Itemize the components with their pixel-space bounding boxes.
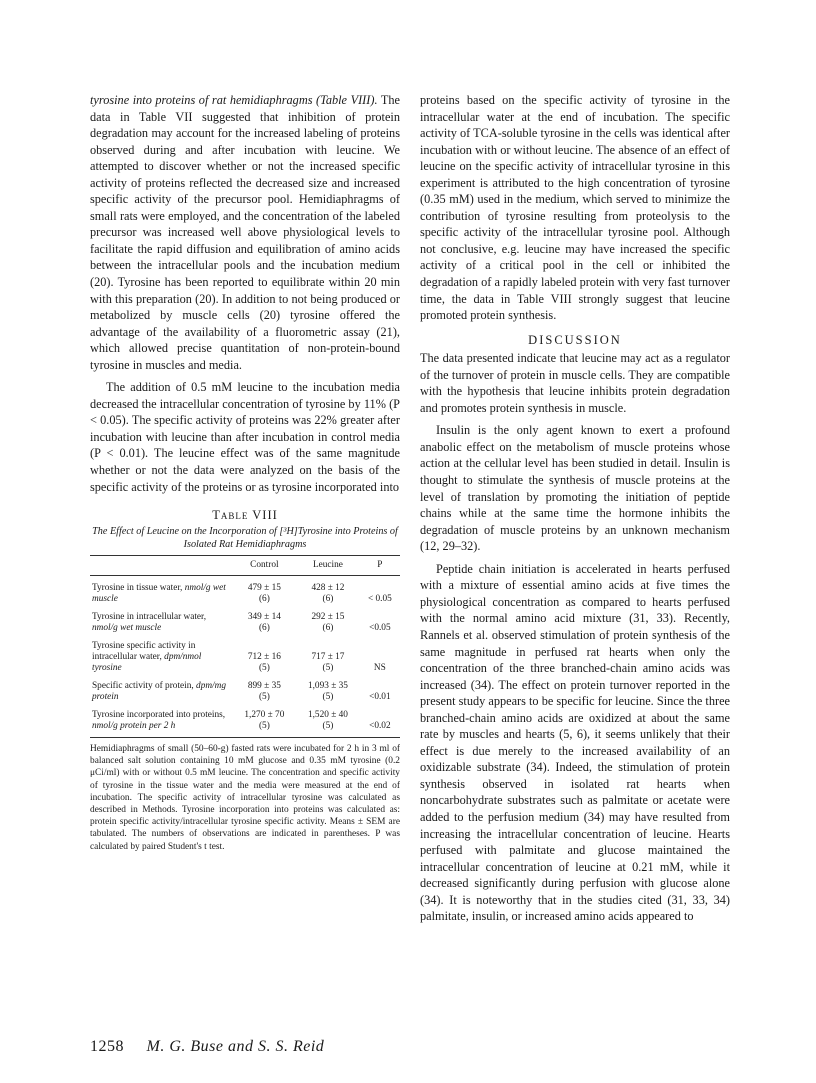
page-footer <box>90 1038 324 1056</box>
row-unit: dpm/nmol tyrosine <box>92 652 202 673</box>
table-footnote: Hemidiaphragms of small (50–60-g) fasted rats were incubated for 2 h in 3 ml of balanced salt solution containing 10 mM glucose and 0.35 mM tyrosine (0.2 μCi/ml) with or without 0.5 mM leucine. The concentration and specific activity of tyrosine in the tissue water and the media were measured at the end of incubation. The specific activity of intracellular tyrosine was calculated as described in Methods. Tyrosine incorporation into proteins was calculated as: protein specific activity/intracellular tyrosine specific activity. Means ± SEM are tabulated. The numbers of observations are indicated in parentheses. P was calculated by paired Student's t test. <box>90 744 400 852</box>
paragraph: Peptide chain initiation is accelerated in hearts perfused with a mixture of essential amino acids at five times the physiological concentration as compared to hearts perfused with the normal amino acid mixture (31, 33). Recently, Rannels et al. observed stimulation of protein synthesis of the same magnitude in perfused rat hearts when only the concentration of the three branched-chain amino acids was increased (34). The effect on protein turnover reported in the present study appears to be specific for leucine. Since the three branched-chain amino acids are oxidized at about the same rate by muscles and hearts (5, 6), it seems unlikely that their effect is due merely to the increased availability of an oxidizable substrate (34). Indeed, the stimulation of protein synthesis observed in isolated rat hearts when noncarbohydrate substrates such as palmitate or acetate were added to the perfusion medium (34) may have resulted from increasing the intracellular concentration of leucine. Hearts perfused with palmitate and glucose maintained the intracellular concentration of leucine at 0.21 mM, while it decreased significantly during perfusion with glucose alone (34). It is noteworthy that in the studies cited (31, 33, 34) palmitate, insulin, or increased amino acids appeared to <box>420 561 730 924</box>
value: 479 ± 15 <box>247 583 281 593</box>
row-label <box>90 576 233 606</box>
leucine-cell <box>296 634 360 674</box>
count: (6) <box>322 623 334 633</box>
row-label-text: Specific activity of protein, <box>92 681 194 691</box>
row-label-text: Tyrosine in tissue water, <box>92 583 183 593</box>
table-viii <box>90 508 400 853</box>
value: 292 ± 15 <box>311 612 345 622</box>
row-unit: nmol/g protein per 2 h <box>92 721 176 731</box>
row-label-text: Tyrosine specific activity in intracellular water, <box>92 641 196 662</box>
table-row <box>90 634 400 674</box>
italic-lead: tyrosine into proteins of rat hemidiaphragms (Table VIII). <box>90 93 378 107</box>
column-header: P <box>360 556 400 576</box>
value: 1,520 ± 40 <box>307 710 348 720</box>
leucine-cell <box>296 605 360 634</box>
paragraph <box>90 92 400 373</box>
count: (5) <box>258 721 270 731</box>
table-row <box>90 674 400 703</box>
data-table <box>90 555 400 738</box>
running-authors: M. G. Buse and S. S. Reid <box>146 1038 325 1055</box>
value: 712 ± 16 <box>247 652 281 662</box>
section-heading: DISCUSSION <box>528 332 622 347</box>
column-header <box>90 556 233 576</box>
paragraph: The addition of 0.5 mM leucine to the incubation media decreased the intracellular concentration of tyrosine by 11% (P < 0.05). The specific activity of proteins was 22% greater after incubation with leucine than after incubation in control media (P < 0.01). The leucine effect was of the same magnitude whether or not the data were analyzed on the basis of the specific activity of the proteins or as tyrosine incorporated into <box>90 380 400 494</box>
column-header: Leucine <box>296 556 360 576</box>
row-label-text: Tyrosine in intracellular water, <box>92 612 207 622</box>
row-label <box>90 703 233 738</box>
value: 1,093 ± 35 <box>307 681 348 691</box>
paragraph: The data presented indicate that leucine may act as a regulator of the turnover of protein in muscle cells. They are compatible with the hypothesis that leucine inhibits protein degradation and promotes protein synthesis in muscle. <box>420 351 730 415</box>
row-label-text: Tyrosine incorporated into proteins, <box>92 710 226 720</box>
value: 899 ± 35 <box>247 681 281 691</box>
column-header: Control <box>233 556 297 576</box>
value: 717 ± 17 <box>311 652 345 662</box>
count: (5) <box>258 663 270 673</box>
p-cell: < 0.05 <box>367 594 392 604</box>
value: 349 ± 14 <box>247 612 281 622</box>
value: 428 ± 12 <box>311 583 345 593</box>
control-cell <box>233 634 297 674</box>
table-row <box>90 576 400 606</box>
row-label <box>90 674 233 703</box>
count: (6) <box>322 594 334 604</box>
row-unit: dpm/mg protein <box>92 681 227 702</box>
row-unit: nmol/g wet muscle <box>92 583 226 604</box>
p-cell: NS <box>373 663 386 673</box>
p-cell: <0.02 <box>360 703 400 738</box>
table-row <box>90 703 400 738</box>
control-cell <box>233 576 297 606</box>
p-cell: <0.01 <box>369 692 391 702</box>
row-label <box>90 634 233 674</box>
leucine-cell <box>296 576 360 606</box>
count: (6) <box>258 623 270 633</box>
table-caption: The Effect of Leucine on the Incorporation of [³H]Tyrosine into Proteins of Isolated Rat Hemidiaphragms <box>92 526 398 550</box>
left-column <box>90 92 400 495</box>
count: (5) <box>322 663 334 673</box>
table-label: Table VIII <box>212 508 278 522</box>
right-column <box>420 92 730 925</box>
leucine-cell <box>296 674 360 703</box>
paragraph-text: The data in Table VII suggested that inhibition of protein degradation may account for the increased labeling of proteins observed during and after incubation with leucine. We attempted to discover whether or not the increased specific activity of proteins reflected the decreased size and increased specific activity of the precursor pool. Hemidiaphragms of small rats were employed, and the concentration of the labeled precursor was increased well above physiological levels to facilitate the rapid diffusion and equilibration of amino acids between the intracellular pools and the incubation medium (20). Tyrosine has been reported to equilibrate within 20 min with this preparation (20). In addition to not being produced or metabolized by muscle cells (20) tyrosine offered the advantage of the availability of a fluorometric assay (21), which allowed precise quantitation of non-protein-bound tyrosine in muscles and media. <box>90 93 400 372</box>
row-unit: nmol/g wet muscle <box>92 623 162 633</box>
row-label <box>90 605 233 634</box>
control-cell <box>233 703 297 738</box>
page-number: 1258 <box>90 1038 124 1055</box>
count: (5) <box>322 692 334 702</box>
paragraph: proteins based on the specific activity of tyrosine in the intracellular water at the end of incubation. The specific activity of TCA-soluble tyrosine in the cells was identical after incubation with or without leucine. The absence of an effect of leucine on the specific activity of intracellular tyrosine in this experiment is attributed to the high concentration of tyrosine (0.35 mM) used in the medium, which served to minimize the contribution of tyrosine resulting from proteolysis to the specific activity of the intracellular tyrosine pool. Although not conclusive, e.g. leucine may have increased the specific activity of a critical pool in the cell or inhibited the degradation of a rapidly labeled protein with very fast turnover time, the data in Table VIII strongly suggest that leucine promoted protein synthesis. <box>420 93 730 323</box>
control-cell <box>233 605 297 634</box>
value: 1,270 ± 70 <box>244 710 285 720</box>
paragraph: Insulin is the only agent known to exert a profound anabolic effect on the metabolism of muscle proteins whose action at the cellular level has been studied in detail. Insulin is thought to stimulate the synthesis of muscle proteins at the level of translation by promoting the initiation of peptide chains while at the same time the hormone inhibits the degradation of muscle proteins by an unknown mechanism (12, 29–32). <box>420 423 730 554</box>
table-row <box>90 605 400 634</box>
leucine-cell <box>296 703 360 738</box>
count: (5) <box>258 692 270 702</box>
p-cell: <0.05 <box>369 623 391 633</box>
control-cell <box>233 674 297 703</box>
table-header-row <box>90 556 400 576</box>
count: (6) <box>258 594 270 604</box>
count: (5) <box>322 721 334 731</box>
